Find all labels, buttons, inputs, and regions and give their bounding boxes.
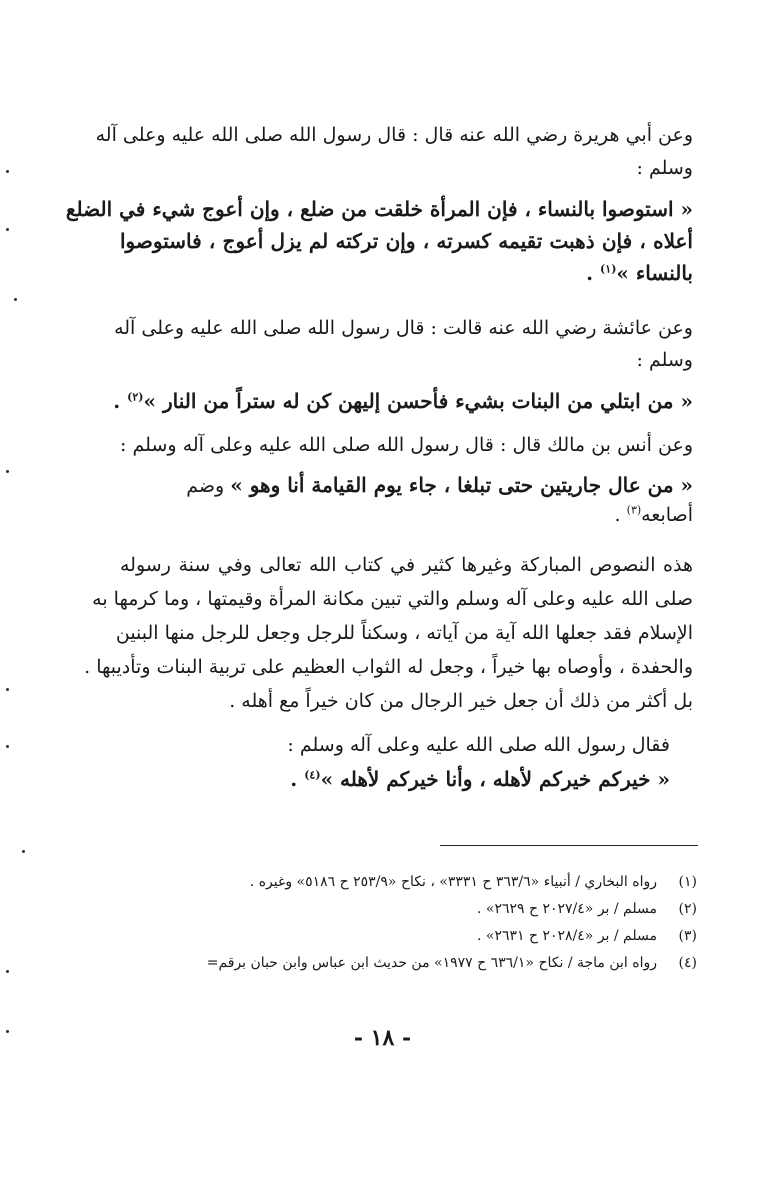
paragraph-line2: صلى الله عليه وعلى آله وسلم والتي تبين مكانة المرأة وقيمتها ، وما كرمها به	[92, 588, 693, 610]
hadith4-text-line	[120, 764, 670, 794]
scan-speck	[22, 850, 25, 853]
paragraph-line5: بل أكثر من ذلك أن جعل خير الرجال من كان خيراً مع أهله .	[229, 690, 693, 712]
page-number: - ١٨ -	[353, 1025, 412, 1051]
hadith1-period: .	[586, 261, 601, 285]
hadith1-text-line1: « استوصوا بالنساء ، فإن المرأة خلقت من ضلع ، وإن أعوج شيء في الضلع	[65, 197, 693, 221]
footnote-number: (٢)	[678, 901, 697, 917]
hadith1-text-end: بالنساء »	[616, 261, 693, 285]
scan-speck	[6, 970, 9, 973]
hadith2-text: « من ابتلي من البنات بشيء فأحسن إليهن كن له ستراً من النار »	[143, 389, 693, 413]
scan-speck	[6, 228, 9, 231]
footnote-number: (١)	[678, 874, 697, 890]
footnote-text: مسلم / بر «٢٠٢٧/٤ ح ٢٦٢٩» .	[476, 901, 657, 917]
hadith2-text-line	[113, 386, 693, 416]
hadith4-intro-line: فقال رسول الله صلى الله عليه وعلى آله وسلم :	[287, 734, 670, 756]
footnote-1	[140, 870, 697, 894]
paragraph-line3: الإسلام فقد جعلها الله آية من آياته ، وسكناً للرجل وجعل للرجل منها البنين	[115, 622, 693, 644]
scan-speck	[14, 298, 17, 301]
footnote-number: (٤)	[678, 955, 697, 971]
footnote-3	[140, 924, 697, 948]
hadith2-intro-line1: وعن عائشة رضي الله عنه قالت : قال رسول الله صلى الله عليه وعلى آله	[114, 317, 693, 339]
paragraph-line4: والحفدة ، وأوصاه بها خيراً ، وجعل له الثواب العظيم على تربية البنات وتأديبها .	[84, 656, 693, 678]
footnote-ref-1: (١)	[600, 262, 617, 276]
hadith2-intro-line2: وسلم :	[636, 349, 693, 371]
scan-speck	[6, 688, 9, 691]
footnote-number: (٣)	[678, 928, 697, 944]
hadith3-last-word: أصابعه	[641, 504, 693, 526]
footnote-text: رواه ابن ماجة / نكاح «٦٣٦/١ ح ١٩٧٧» من حديث ابن عباس وابن حبان برقم=	[206, 955, 657, 971]
hadith3-period: .	[614, 504, 627, 526]
footnote-ref-4: (٤)	[304, 768, 321, 782]
hadith1-intro-line1: وعن أبي هريرة رضي الله عنه قال : قال رسول الله صلى الله عليه وعلى آله	[95, 124, 693, 146]
footnote-divider	[440, 845, 698, 846]
hadith1-text-line3	[120, 258, 693, 288]
hadith3-text-line	[120, 470, 693, 501]
hadith3-last-line	[120, 500, 693, 530]
footnote-ref-3: (٣)	[626, 503, 642, 517]
hadith1-text-line2: أعلاه ، فإن ذهبت تقيمه كسرته ، وإن تركته لم يزل أعوج ، فاستوصوا	[120, 229, 693, 253]
footnote-2	[140, 897, 697, 921]
footnote-text: رواه البخاري / أنبياء «٣٦٣/٦ ح ٣٣٣١» ، نكاح «٢٥٣/٩ ح ٥١٨٦» وغيره .	[249, 874, 657, 890]
scan-speck	[6, 470, 9, 473]
hadith4-period: .	[290, 767, 305, 791]
footnote-text: مسلم / بر «٢٠٢٨/٤ ح ٢٦٣١» .	[476, 928, 657, 944]
paragraph-line1: هذه النصوص المباركة وغيرها كثير في كتاب الله تعالى وفي سنة رسوله	[120, 554, 693, 576]
hadith4-text: « خيركم خيركم لأهله ، وأنا خيركم لأهله »	[320, 767, 670, 791]
hadith2-period: .	[113, 389, 128, 413]
hadith3-intro-line: وعن أنس بن مالك قال : قال رسول الله صلى الله عليه وعلى آله وسلم :	[120, 434, 693, 456]
hadith3-text: « من عال جاريتين حتى تبلغا ، جاء يوم القيامة أنا وهو »	[230, 473, 693, 497]
footnote-4	[140, 951, 697, 975]
hadith1-intro-line2: وسلم :	[636, 157, 693, 179]
hadith3-after: وضم	[186, 475, 231, 497]
footnote-ref-2: (٢)	[127, 390, 144, 404]
scan-speck	[6, 170, 9, 173]
scan-speck	[6, 745, 9, 748]
